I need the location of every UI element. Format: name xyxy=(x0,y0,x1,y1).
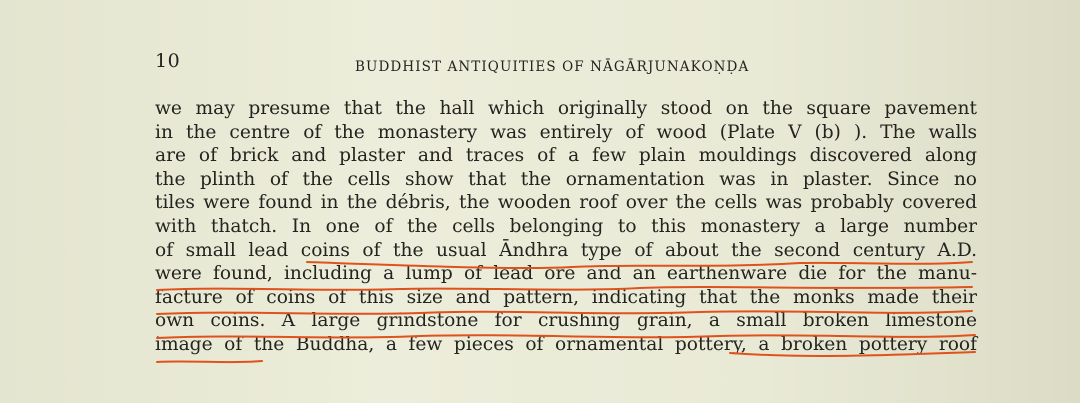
text-line: were found, including a lump of lead ore and an earthenware die for the manu- xyxy=(155,263,977,285)
text-line: tiles were found in the débris, the wooden roof over the cells was probably covered xyxy=(155,192,977,214)
underline-stroke xyxy=(157,361,262,362)
text-line: facture of coins of this size and pattern, indicating that the monks made their xyxy=(155,286,977,308)
text-line: with thatch. In one of the cells belonging to this monastery a large number xyxy=(155,215,977,237)
text-line: are of brick and plaster and traces of a few plain mouldings discovered along xyxy=(155,145,977,167)
text-line: image of the Buddha, a few pieces of ornamental pottery, a broken pottery roof xyxy=(155,333,977,355)
page-number: 10 xyxy=(155,50,181,72)
text-line: we may presume that the hall which originally stood on the square pavement xyxy=(155,98,977,119)
text-line: own coins. A large grindstone for crushing grain, a small broken limestone xyxy=(155,310,977,332)
body-paragraph xyxy=(155,97,977,357)
text-line: the plinth of the cells show that the ornamentation was in plaster. Since no xyxy=(155,168,977,190)
text-line: of small lead coins of the usual Āndhra type of about the second century A.D. xyxy=(155,239,977,261)
running-title: BUDDHIST ANTIQUITIES OF NĀGĀRJUNAKOṆḌA xyxy=(355,59,750,75)
text-line: in the centre of the monastery was entirely of wood (Plate V (b) ). The walls xyxy=(155,121,977,143)
